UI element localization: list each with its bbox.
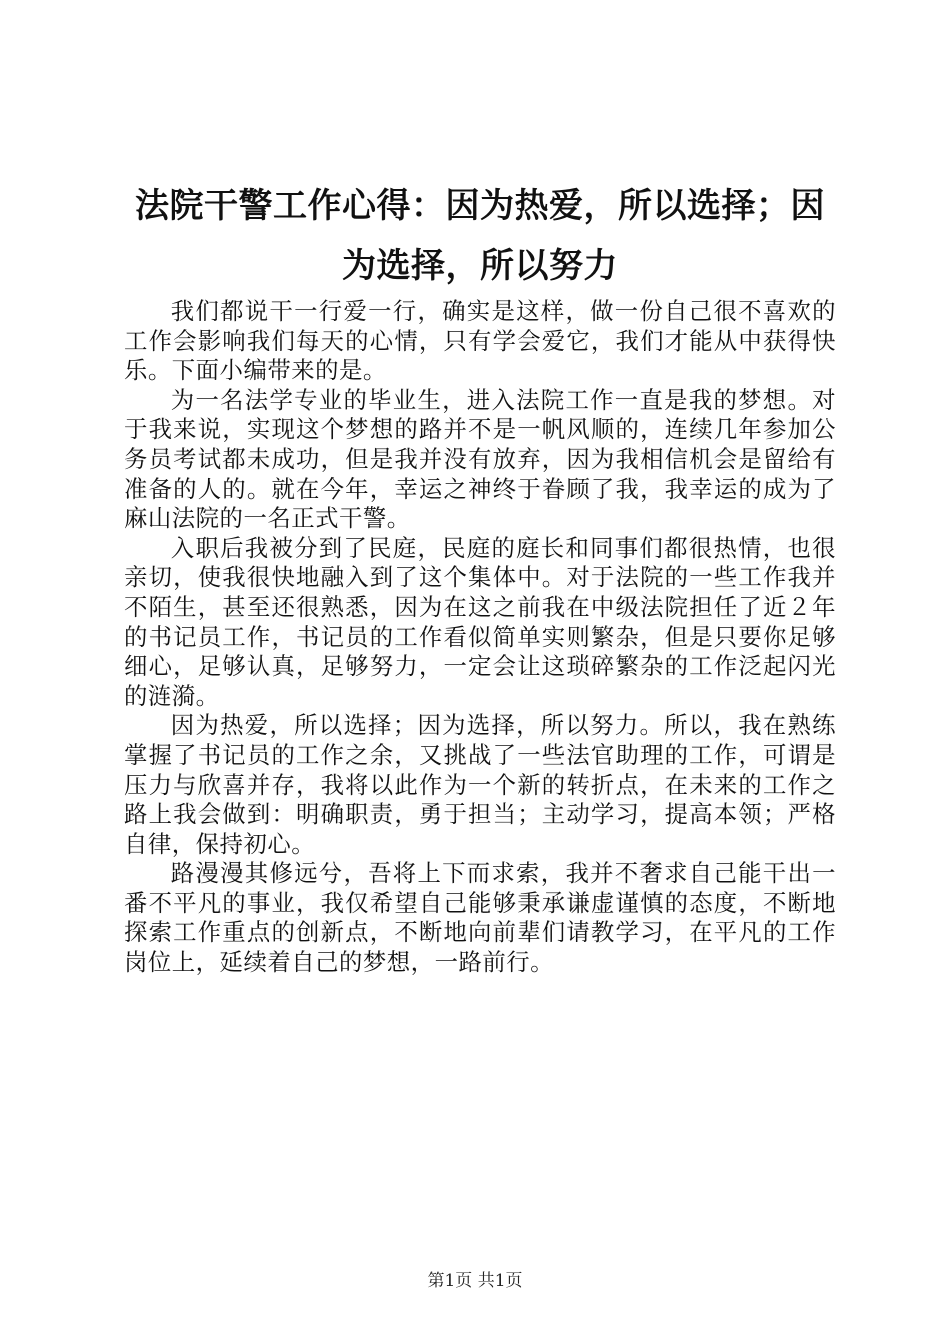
document-body [124, 297, 836, 978]
paragraph-4: 因为热爱，所以选择；因为选择，所以努力。所以，我在熟练掌握了书记员的工作之余，又挑战了一些法官助理的工作，可谓是压力与欣喜并存，我将以此作为一个新的转折点，在未来的工作之路上我会做到：明确职责，勇于担当；主动学习，提高本领；严格自律，保持初心。 [124, 711, 836, 858]
paragraph-5: 路漫漫其修远兮，吾将上下而求索，我并不奢求自己能干出一番不平凡的事业，我仅希望自己能够秉承谦虚谨慎的态度，不断地探索工作重点的创新点，不断地向前辈们请教学习，在平凡的工作岗位上，延续着自己的梦想，一路前行。 [124, 859, 836, 977]
paragraph-1: 我们都说干一行爱一行，确实是这样，做一份自己很不喜欢的工作会影响我们每天的心情，只有学会爱它，我们才能从中获得快乐。下面小编带来的是。 [124, 297, 836, 385]
document-title: 法院干警工作心得：因为热爱，所以选择；因为选择，所以努力 [135, 186, 825, 286]
page-footer: 第1页 共1页 [427, 1271, 523, 1291]
paragraph-2: 为一名法学专业的毕业生，进入法院工作一直是我的梦想。对于我来说，实现这个梦想的路并不是一帆风顺的，连续几年参加公务员考试都未成功，但是我并没有放弃，因为我相信机会是留给有准备的人的。就在今年，幸运之神终于眷顾了我，我幸运的成为了麻山法院的一名正式干警。 [124, 385, 836, 533]
paragraph-3: 入职后我被分到了民庭，民庭的庭长和同事们都很热情，也很亲切，使我很快地融入到了这个集体中。对于法院的一些工作我并不陌生，甚至还很熟悉，因为在这之前我在中级法院担任了近２年的书记员工作，书记员的工作看似简单实则繁杂，但是只要你足够细心，足够认真，足够努力，一定会让这琐碎繁杂的工作泛起闪光的涟漪。 [124, 533, 836, 710]
